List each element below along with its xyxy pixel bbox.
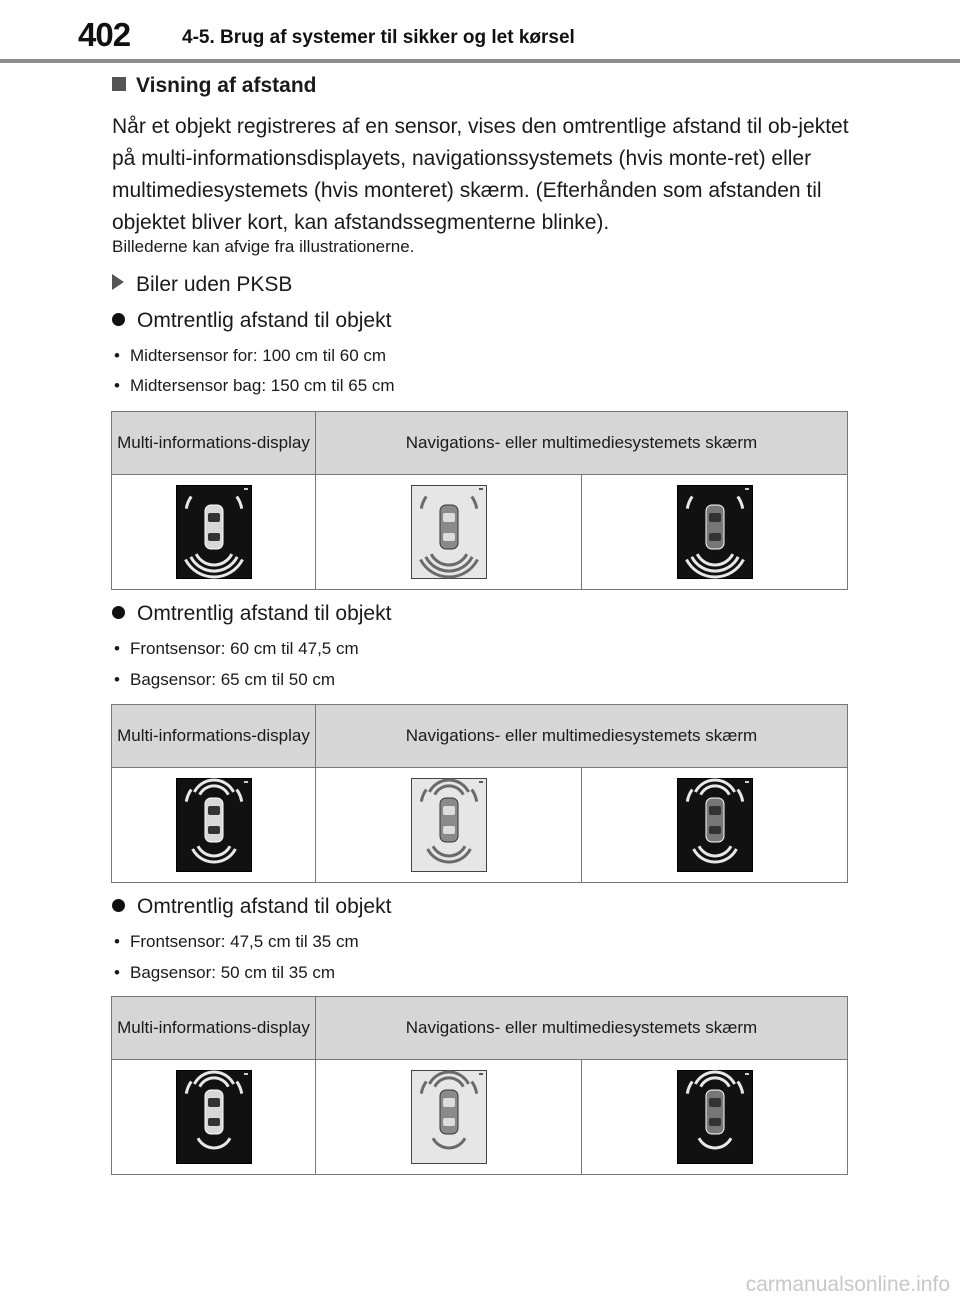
round-bullet-icon: [112, 313, 125, 326]
illustration-note: Billederne kan afvige fra illustrationerne.: [112, 237, 415, 256]
col-header-multi-info: Multi-informations-display: [112, 997, 316, 1060]
block-1-item-1: • Midtersensor for: 100 cm til 60 cm: [114, 346, 387, 365]
section-heading: [112, 74, 316, 98]
item-text: Bagsensor: 50 cm til 35 cm: [130, 963, 336, 982]
item-text: Bagsensor: 65 cm til 50 cm: [130, 670, 336, 689]
block-3-title: [112, 895, 391, 919]
round-bullet-icon: [112, 899, 125, 912]
block-1-item-2: • Midtersensor bag: 150 cm til 65 cm: [114, 376, 395, 395]
parking-sensor-screen-icon: [677, 1070, 753, 1164]
section-title: 4-5. Brug af systemer til sikker og let kørsel: [182, 27, 575, 48]
page-number: 402: [78, 16, 131, 53]
parking-sensor-screen-icon: [176, 1070, 252, 1164]
header-rule: [0, 59, 960, 63]
item-text: Midtersensor for: 100 cm til 60 cm: [130, 346, 387, 365]
heading-text: Visning af afstand: [136, 74, 317, 97]
multi-info-display-image: [112, 768, 316, 883]
block-3-item-2: • Bagsensor: 50 cm til 35 cm: [114, 963, 336, 982]
multi-info-display-image: [112, 1060, 316, 1175]
navigation-screen-image: [316, 475, 582, 590]
parking-sensor-screen-icon: [677, 778, 753, 872]
parking-sensor-screen-icon: [677, 485, 753, 579]
variant-text: Biler uden PKSB: [136, 273, 293, 296]
watermark: carmanualsonline.info: [745, 1273, 950, 1296]
parking-sensor-screen-icon: [411, 778, 487, 872]
item-text: Frontsensor: 60 cm til 47,5 cm: [130, 639, 359, 658]
block-2-display-table: [111, 704, 848, 883]
round-bullet-icon: [112, 606, 125, 619]
triangle-bullet-icon: [112, 274, 124, 290]
variant-label: [112, 273, 292, 297]
item-text: Frontsensor: 47,5 cm til 35 cm: [130, 932, 359, 951]
block-1-title: [112, 309, 391, 333]
block-1-display-table: [111, 411, 848, 590]
parking-sensor-screen-icon: [411, 1070, 487, 1164]
block-title-text: Omtrentlig afstand til objekt: [137, 895, 392, 918]
block-2-item-2: • Bagsensor: 65 cm til 50 cm: [114, 670, 336, 689]
multimedia-screen-image: [582, 475, 848, 590]
block-2-title: [112, 602, 391, 626]
col-header-navigation: Navigations- eller multimediesystemets skærm: [316, 412, 848, 475]
col-header-multi-info: Multi-informations-display: [112, 412, 316, 475]
block-title-text: Omtrentlig afstand til objekt: [137, 602, 392, 625]
navigation-screen-image: [316, 1060, 582, 1175]
multimedia-screen-image: [582, 1060, 848, 1175]
col-header-navigation: Navigations- eller multimediesystemets skærm: [316, 997, 848, 1060]
col-header-navigation: Navigations- eller multimediesystemets skærm: [316, 705, 848, 768]
intro-paragraph: Når et objekt registreres af en sensor, vises den omtrentlige afstand til ob-jektet på multi-informationsdisplayets, navigationssystemets (hvis monte-ret) eller multimediesystemets (hvis monteret) skærm. (Efterhånden som afstanden til objektet bliver kort, kan afstandssegmenterne blinke).: [112, 115, 849, 234]
block-title-text: Omtrentlig afstand til objekt: [137, 309, 392, 332]
multimedia-screen-image: [582, 768, 848, 883]
block-2-item-1: • Frontsensor: 60 cm til 47,5 cm: [114, 639, 359, 658]
multi-info-display-image: [112, 475, 316, 590]
block-3-display-table: [111, 996, 848, 1175]
item-text: Midtersensor bag: 150 cm til 65 cm: [130, 376, 395, 395]
navigation-screen-image: [316, 768, 582, 883]
parking-sensor-screen-icon: [411, 485, 487, 579]
square-bullet-icon: [112, 77, 126, 91]
block-3-item-1: • Frontsensor: 47,5 cm til 35 cm: [114, 932, 359, 951]
parking-sensor-screen-icon: [176, 485, 252, 579]
parking-sensor-screen-icon: [176, 778, 252, 872]
page-header: [0, 0, 960, 64]
col-header-multi-info: Multi-informations-display: [112, 705, 316, 768]
